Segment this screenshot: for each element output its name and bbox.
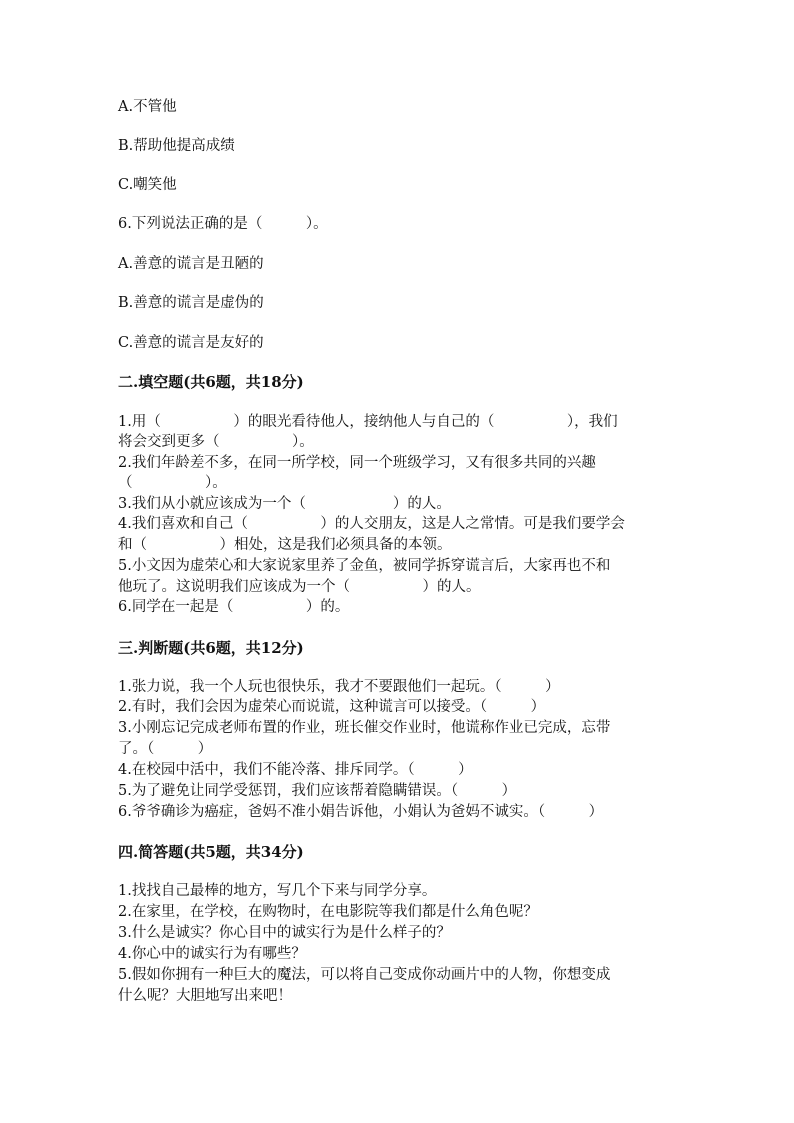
section3-line: 3.小刚忘记完成老师布置的作业，班长催交作业时，他谎称作业已完成，忘带 <box>118 720 611 736</box>
section2-line: 6.同学在一起是（ ）的。 <box>118 599 350 615</box>
section4-line: 什么呢？大胆地写出来吧！ <box>118 988 292 1004</box>
section3-line: 4.在校园中活中，我们不能冷落、排斥同学。（ ） <box>118 762 473 778</box>
section3-line: 5.为了避免让同学受惩罚，我们应该帮着隐瞒错误。（ ） <box>118 783 517 799</box>
q5-option-b: B.帮助他提高成绩 <box>118 138 235 154</box>
section4-line: 4.你心中的诚实行为有哪些？ <box>118 946 306 962</box>
section2-line: 2.我们年龄差不多，在同一所学校，同一个班级学习，又有很多共同的兴趣 <box>118 455 596 471</box>
q6-option-a: A.善意的谎言是丑陋的 <box>118 256 264 272</box>
section3-line: 2.有时，我们会因为虚荣心而说谎，这种谎言可以接受。（ ） <box>118 699 546 715</box>
section2-line: 他玩了。这说明我们应该成为一个（ ）的人。 <box>118 579 481 595</box>
section3-line: 了。（ ） <box>118 741 213 757</box>
q6-stem: 6.下列说法正确的是（ ）。 <box>118 216 328 232</box>
section3-title: 三.判断题(共6题，共12分) <box>118 639 304 657</box>
section2-line: 5.小文因为虚荣心和大家说家里养了金鱼，被同学拆穿谎言后，大家再也不和 <box>118 558 611 574</box>
section2-line: （ ）。 <box>118 475 227 491</box>
section2-title: 二.填空题(共6题，共18分) <box>118 373 304 391</box>
q5-option-a: A.不管他 <box>118 99 177 115</box>
section4-line: 5.假如你拥有一种巨大的魔法，可以将自己变成你动画片中的人物，你想变成 <box>118 967 611 983</box>
section2-line: 3.我们从小就应该成为一个（ ）的人。 <box>118 496 451 512</box>
q6-option-b: B.善意的谎言是虚伪的 <box>118 295 264 311</box>
section2-line: 1.用（ ）的眼光看待他人，接纳他人与自己的（ ），我们 <box>118 414 618 430</box>
section4-title: 四.简答题(共5题，共34分) <box>118 843 304 861</box>
section2-line: 将会交到更多（ ）。 <box>118 434 314 450</box>
section3-line: 1.张力说，我一个人玩也很快乐，我才不要跟他们一起玩。（ ） <box>118 679 560 695</box>
q6-option-c: C.善意的谎言是友好的 <box>118 335 264 351</box>
section4-line: 1.找找自己最棒的地方，写几个下来与同学分享。 <box>118 883 437 899</box>
section2-line: 和（ ）相处，这是我们必须具备的本领。 <box>118 537 452 553</box>
section3-line: 6.爷爷确诊为癌症，爸妈不准小娟告诉他，小娟认为爸妈不诚实。（ ） <box>118 804 604 820</box>
section4-line: 3.什么是诚实？你心目中的诚实行为是什么样子的？ <box>118 925 451 941</box>
section2-line: 4.我们喜欢和自己（ ）的人交朋友，这是人之常情。可是我们要学会 <box>118 516 625 532</box>
q5-option-c: C.嘲笑他 <box>118 177 177 193</box>
section4-line: 2.在家里，在学校，在购物时，在电影院等我们都是什么角色呢？ <box>118 904 538 920</box>
